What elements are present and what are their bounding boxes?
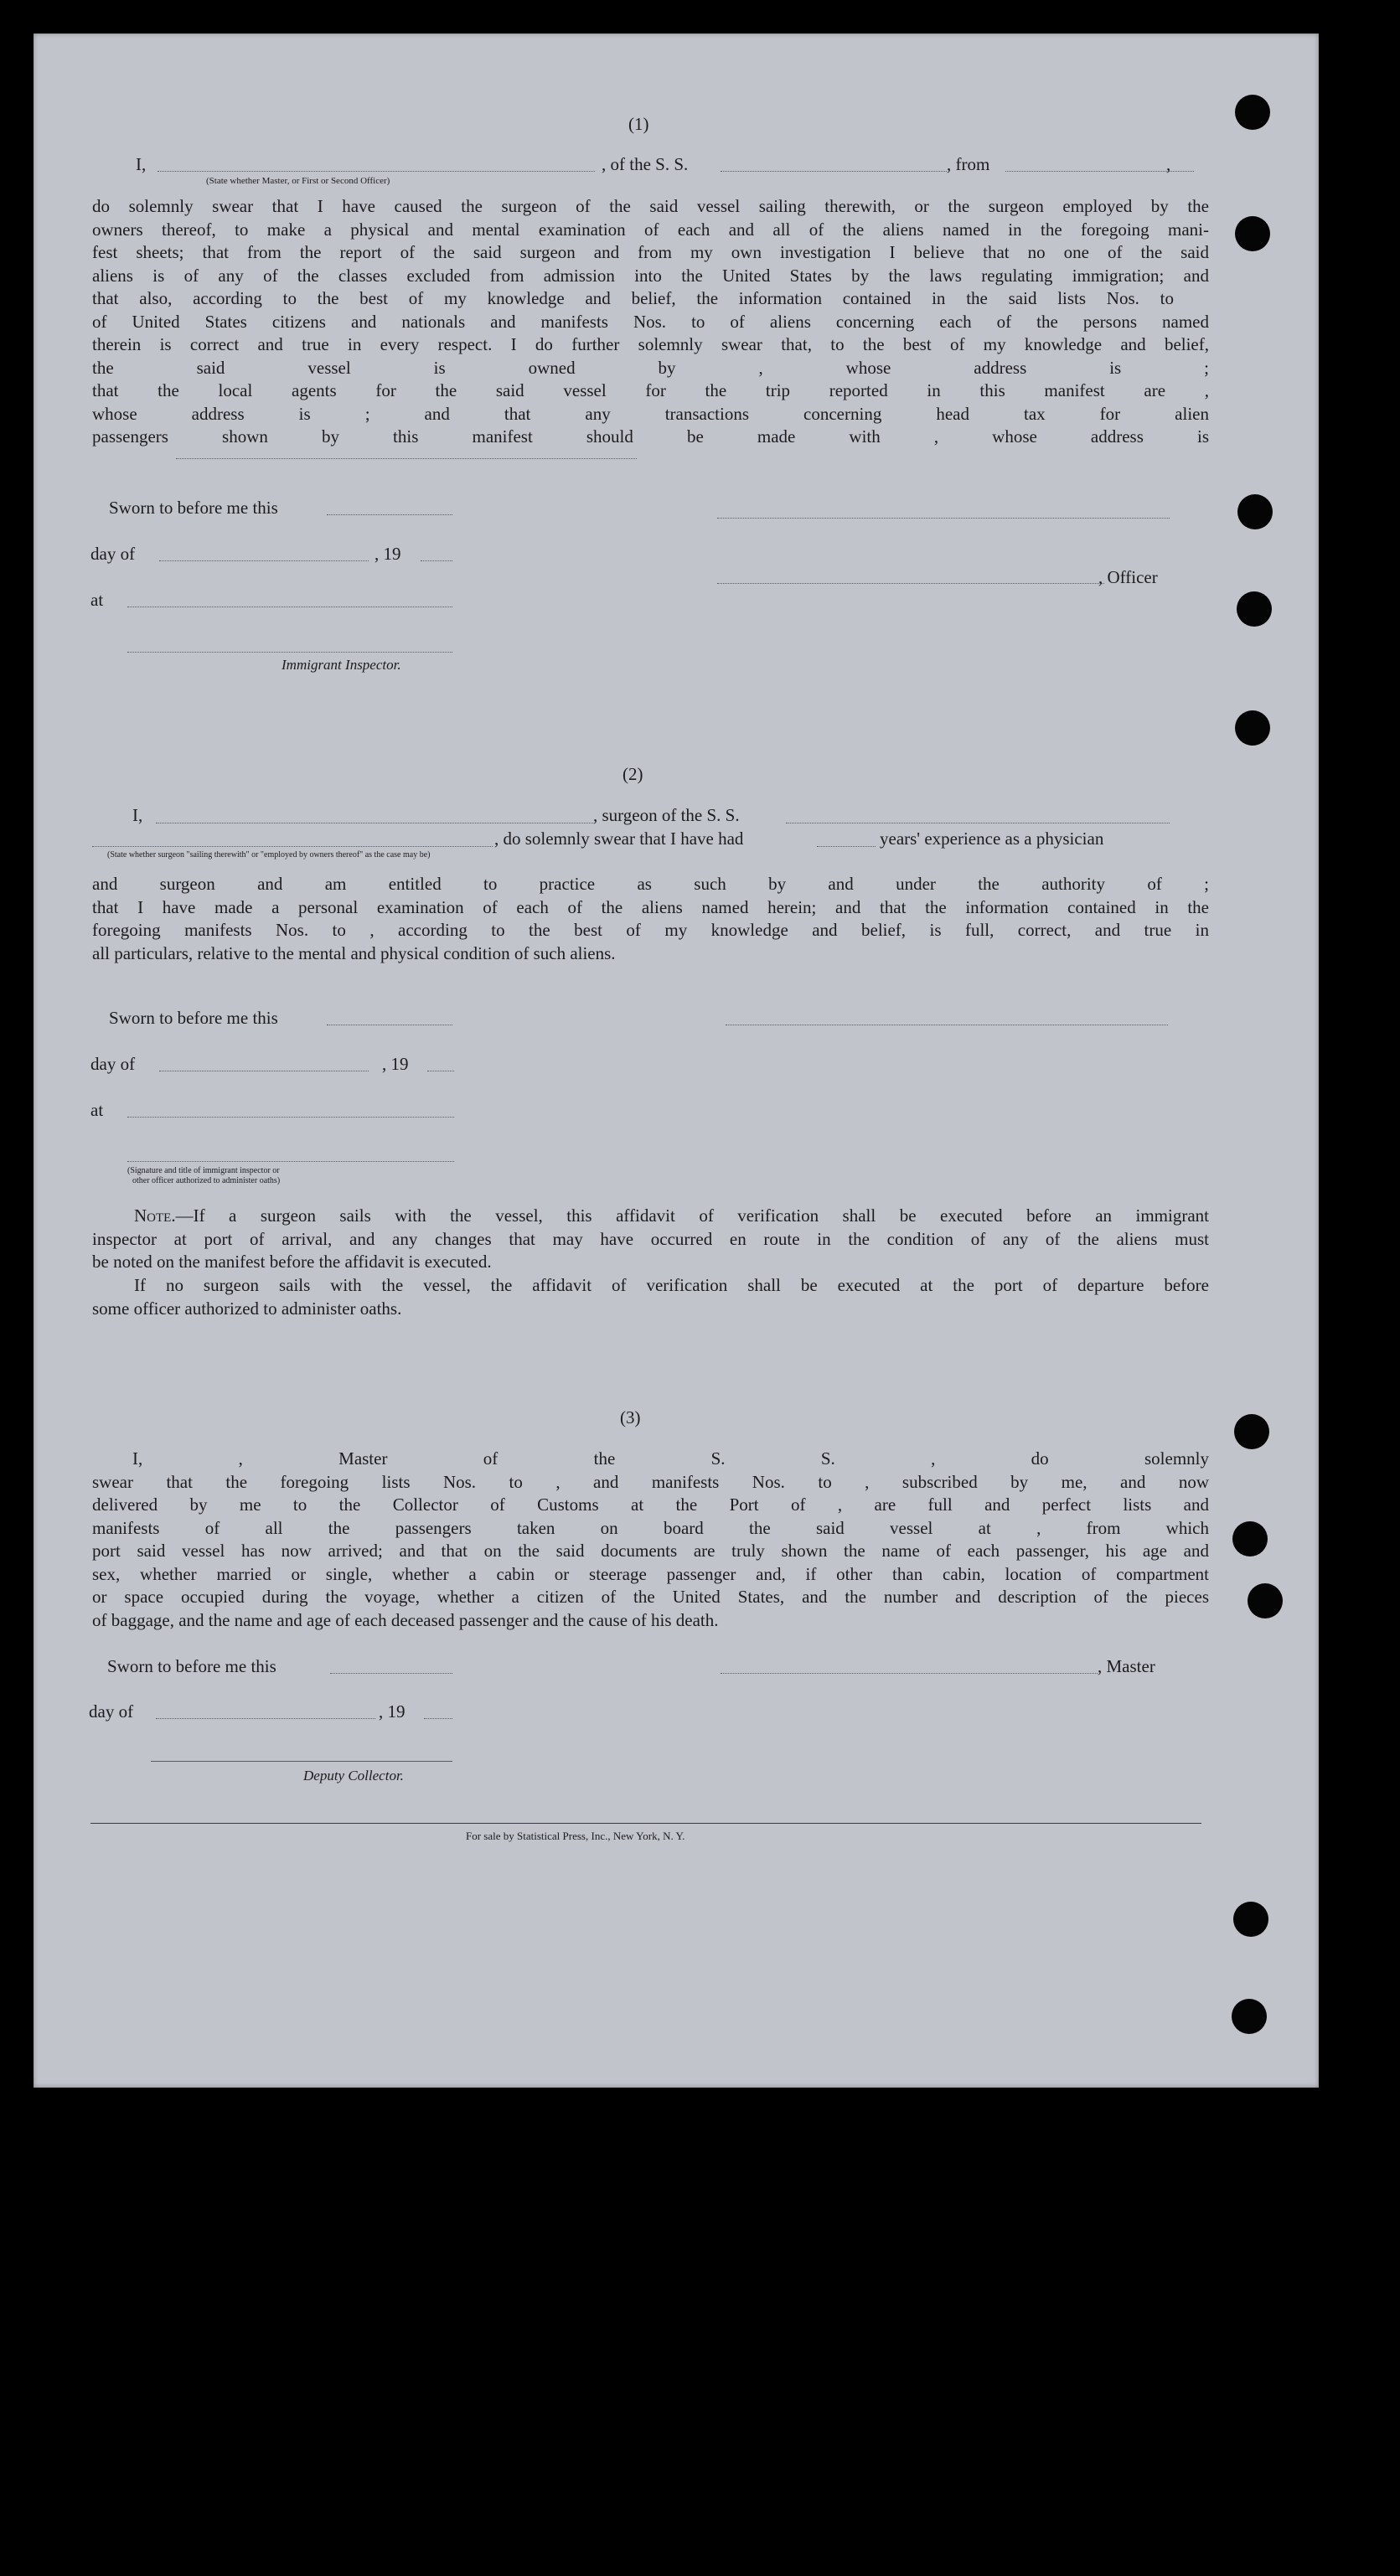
paragraph-line: whose address is ; and that any transactions concerning head tax for alien [92, 403, 1209, 424]
month-blank [159, 560, 369, 561]
note-line: some officer authorized to administer oaths. [92, 1298, 402, 1319]
solemnly-swear-label: , do solemnly swear that I have had [494, 829, 744, 849]
binder-hole [1235, 216, 1270, 251]
year-label: , 19 [375, 544, 401, 564]
surgeon-type-note: (State whether surgeon "sailing therewith" or "employed by owners thereof" as the case may be) [107, 850, 431, 860]
sworn-label-2: Sworn to before me this [109, 1008, 278, 1028]
paragraph-line: and surgeon and am entitled to practice as such by and under the authority of ; [92, 874, 1209, 894]
at-label-2: at [90, 1100, 104, 1120]
binder-hole [1248, 1583, 1283, 1618]
section-3-paragraph [92, 1448, 1209, 1632]
inspector-label: Immigrant Inspector. [282, 657, 401, 673]
ship-name-blank [721, 171, 947, 172]
years-experience-label: years' experience as a physician [880, 829, 1104, 849]
paragraph-line: port said vessel has now arrived; and that on the said documents are truly shown the name of each passenger, his age and [92, 1541, 1209, 1561]
paragraph-line: sex, whether married or single, whether a cabin or steerage passenger and, if other than cabin, location of compartment [92, 1563, 1209, 1584]
paragraph-line: delivered by me to the Collector of Customs at the Port of , are full and perfect lists and [92, 1494, 1209, 1515]
officer-rank-note: (State whether Master, or First or Second Officer) [206, 176, 390, 186]
paragraph-line: foregoing manifests Nos. to , according to the best of my knowledge and belief, is full, correct, and true in [92, 920, 1209, 940]
year-label-2: , 19 [382, 1054, 409, 1074]
signature-title-note-1: (Signature and title of immigrant inspector or [127, 1166, 280, 1175]
paragraph-line: owners thereof, to make a physical and mental examination of each and all of the aliens named in the foregoing mani- [92, 219, 1209, 240]
sworn-label: Sworn to before me this [109, 498, 278, 518]
paragraph-line: fest sheets; that from the report of the said surgeon and from my own investigation I believe that no one of the said [92, 242, 1209, 262]
note-paragraph-2 [92, 1274, 1209, 1320]
day-of-label-2: day of [90, 1054, 136, 1074]
paragraph-line: the said vessel is owned by , whose address is ; [92, 357, 1209, 378]
binder-hole [1232, 1999, 1267, 2034]
officer-name-blank [158, 171, 595, 172]
signature-title-note-2: other officer authorized to administer oaths) [132, 1176, 281, 1185]
paragraph-line: passengers shown by this manifest should be made with , whose address is [92, 426, 1209, 447]
deputy-signature-blank [151, 1761, 452, 1762]
section-3-number: (3) [620, 1407, 641, 1427]
officer-signature-blank-upper [717, 518, 1170, 519]
year-blank-3 [424, 1718, 452, 1719]
binder-hole [1235, 710, 1270, 746]
of-ss-label: , of the S. S. [602, 154, 689, 174]
master-signature-blank [721, 1673, 1098, 1674]
note-line: inspector at port of arrival, and any changes that may have occurred en route in the condition of any of the aliens must [92, 1228, 1209, 1249]
paragraph-line: I, , Master of the S. S. , do solemnly [132, 1448, 1209, 1469]
binder-hole [1235, 95, 1270, 130]
paragraph-line: do solemnly swear that I have caused the surgeon of the said vessel sailing therewith, or the surgeon employed by the [92, 196, 1209, 216]
footer-rule [90, 1823, 1201, 1824]
officer-label: , Officer [1098, 567, 1158, 587]
blank-line [176, 458, 637, 459]
master-label: , Master [1098, 1656, 1155, 1676]
section-1-paragraph [92, 195, 1209, 449]
intro-i: I, [136, 154, 147, 174]
paragraph-line: all particulars, relative to the mental and physical condition of such aliens. [92, 942, 616, 963]
signature-title-blank [127, 1161, 454, 1162]
note-text: —If a surgeon sails with the vessel, this affidavit of verification shall be executed before an immigrant [175, 1205, 1209, 1226]
note-line [92, 1205, 1209, 1228]
section-2-number: (2) [623, 764, 643, 784]
surgeon-of-label: , surgeon of the S. S. [593, 805, 740, 825]
paragraph-line: of baggage, and the name and age of each deceased passenger and the cause of his death. [92, 1609, 719, 1630]
at-label: at [90, 590, 104, 610]
sworn-day-blank [327, 514, 452, 515]
binder-hole [1237, 591, 1272, 627]
note-line: be noted on the manifest before the affidavit is executed. [92, 1252, 492, 1272]
year-blank [421, 560, 452, 561]
month-blank-3 [156, 1718, 375, 1719]
paragraph-line: swear that the foregoing lists Nos. to , and manifests Nos. to , subscribed by me, and now [92, 1471, 1209, 1492]
section-2-paragraph [92, 873, 1209, 965]
binder-hole [1234, 1414, 1269, 1449]
deputy-collector-label: Deputy Collector. [303, 1768, 404, 1784]
section-1-intro [136, 153, 146, 177]
paragraph-line: of United States citizens and nationals and manifests Nos. to of aliens concerning each of the persons named [92, 311, 1209, 332]
note-line: If no surgeon sails with the vessel, the affidavit of verification shall be executed at the port of departure before [134, 1275, 1209, 1295]
officer-signature-blank [717, 583, 1104, 584]
paragraph-line: or space occupied during the voyage, whether a citizen of the United States, and the number and description of the pieces [92, 1587, 1209, 1607]
intro-i-2: I, [132, 805, 143, 825]
years-blank [817, 846, 876, 847]
paragraph-line: manifests of all the passengers taken on board the said vessel at , from which [92, 1517, 1209, 1538]
end-comma: , [1166, 154, 1171, 174]
footer-imprint: For sale by Statistical Press, Inc., New York, N. Y. [466, 1830, 685, 1842]
note-paragraph-1 [92, 1205, 1209, 1274]
note-label: Note. [134, 1205, 176, 1226]
paragraph-line: therein is correct and true in every respect. I do further solemnly swear that, to the best of my knowledge and belief, [92, 334, 1209, 354]
day-of-label: day of [90, 544, 136, 564]
form-page [34, 34, 1319, 2088]
sworn-label-3: Sworn to before me this [107, 1656, 276, 1676]
paragraph-line: that the local agents for the said vessel for the trip reported in this manifest are , [92, 380, 1209, 400]
year-label-3: , 19 [379, 1701, 406, 1722]
day-of-label-3: day of [89, 1701, 134, 1722]
binder-hole [1232, 1521, 1268, 1556]
paragraph-line: that also, according to the best of my knowledge and belief, the information contained in the said lists Nos. to [92, 288, 1174, 308]
sworn-day-blank-3 [330, 1673, 452, 1674]
binder-hole [1233, 1902, 1268, 1937]
from-label: , from [947, 154, 990, 174]
paragraph-line: that I have made a personal examination of each of the aliens named herein; and that the information contained in the [92, 896, 1209, 917]
binder-hole [1237, 494, 1273, 529]
at-blank-2 [127, 1117, 454, 1118]
paragraph-line: aliens is of any of the classes excluded from admission into the United States by the laws regulating immigration; and [92, 265, 1209, 286]
inspector-signature-blank [127, 652, 452, 653]
surgeon-type-blank [92, 846, 493, 847]
section-1-number: (1) [628, 114, 649, 134]
